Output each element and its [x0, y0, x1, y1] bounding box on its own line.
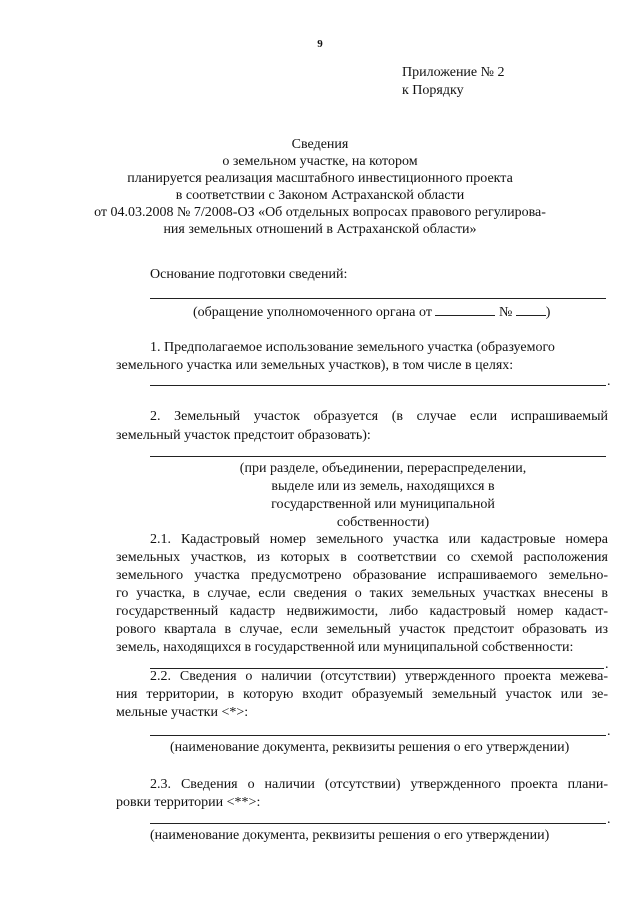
section2-1-line: 2.1. Кадастровый номер земельного участка или кадастровые номера — [150, 532, 608, 547]
section2-1-end-mark: . — [605, 657, 609, 672]
section2-1-line: земельного участка предусмотрено образование испрашиваемого земельно- — [116, 568, 608, 583]
section2-caption-line: (при разделе, объединении, перераспределении, — [239, 461, 527, 476]
section2-2-line2: ния территории, в которую входит образуемый земельный участок или зе- — [116, 687, 608, 702]
title-line: о земельном участке, на котором — [222, 154, 418, 169]
basis-label: Основание подготовки сведений: — [150, 267, 348, 282]
section1-fill-line — [150, 385, 606, 386]
section2-3-end-mark: . — [607, 812, 611, 827]
section2-line2: земельный участок предстоит образовать): — [116, 428, 371, 443]
section2-2-caption: (наименование документа, реквизиты решения о его утверждении) — [170, 740, 570, 755]
appendix-number: Приложение № 2 — [402, 65, 505, 80]
title-line: Сведения — [291, 137, 349, 152]
basis-date-blank — [435, 303, 495, 316]
basis-caption-number: № — [498, 305, 513, 320]
section2-2-line3: мельные участки <*>: — [116, 705, 249, 720]
page-number: 9 — [317, 38, 323, 50]
section2-3-line2: ровки территории <**>: — [116, 795, 261, 810]
section2-caption-line: государственной или муниципальной — [271, 497, 495, 512]
title-line: от 04.03.2008 № 7/2008-ОЗ «Об отдельных вопросах правового регулирова- — [94, 205, 546, 220]
section1-line2: земельного участка или земельных участков), в том числе в целях: — [116, 358, 514, 373]
section2-line1: 2. Земельный участок образуется (в случае если испрашиваемый — [150, 409, 608, 424]
basis-caption-end: ) — [545, 305, 551, 320]
appendix-reference: к Порядку — [402, 83, 464, 98]
section2-1-line: государственный кадастр недвижимости, либо кадастровый номер кадаст- — [116, 604, 608, 619]
section2-2-end-mark: . — [607, 724, 611, 739]
section2-caption-line: выделе или из земель, находящихся в — [271, 479, 495, 494]
section2-1-line: земель, находящихся в государственной или муниципальной собственности: — [116, 640, 574, 655]
title-line: планируется реализация масштабного инвестиционного проекта — [127, 171, 513, 186]
section2-1-line: земельных участков, из которых в соответствии со схемой расположения — [116, 550, 608, 565]
basis-caption — [193, 303, 550, 322]
section2-3-fill-line — [150, 823, 606, 824]
section2-fill-line — [150, 456, 606, 457]
section2-3-caption: (наименование документа, реквизиты решения о его утверждении) — [150, 828, 550, 843]
basis-caption-prefix: (обращение уполномоченного органа от — [193, 305, 432, 320]
title-line: в соответствии с Законом Астраханской области — [175, 188, 465, 203]
section2-1-line: рового квартала в случае, если земельный участок предстоит образовать из — [116, 622, 608, 637]
basis-number-blank — [516, 303, 546, 316]
section2-2-line1: 2.2. Сведения о наличии (отсутствии) утвержденного проекта межева- — [150, 669, 608, 684]
section2-caption-line: собственности) — [336, 515, 430, 530]
section2-2-fill-line — [150, 735, 606, 736]
section2-3-line1: 2.3. Сведения о наличии (отсутствии) утвержденного проекта плани- — [150, 777, 608, 792]
title-line: ния земельных отношений в Астраханской области» — [163, 222, 477, 237]
section1-end-mark: . — [607, 374, 611, 389]
section1-line1: 1. Предполагаемое использование земельного участка (образуемого — [150, 340, 555, 355]
section2-1-line: го участка, в случае, если сведения о таких земельных участках внесены в — [116, 586, 608, 601]
basis-fill-line — [150, 298, 606, 299]
